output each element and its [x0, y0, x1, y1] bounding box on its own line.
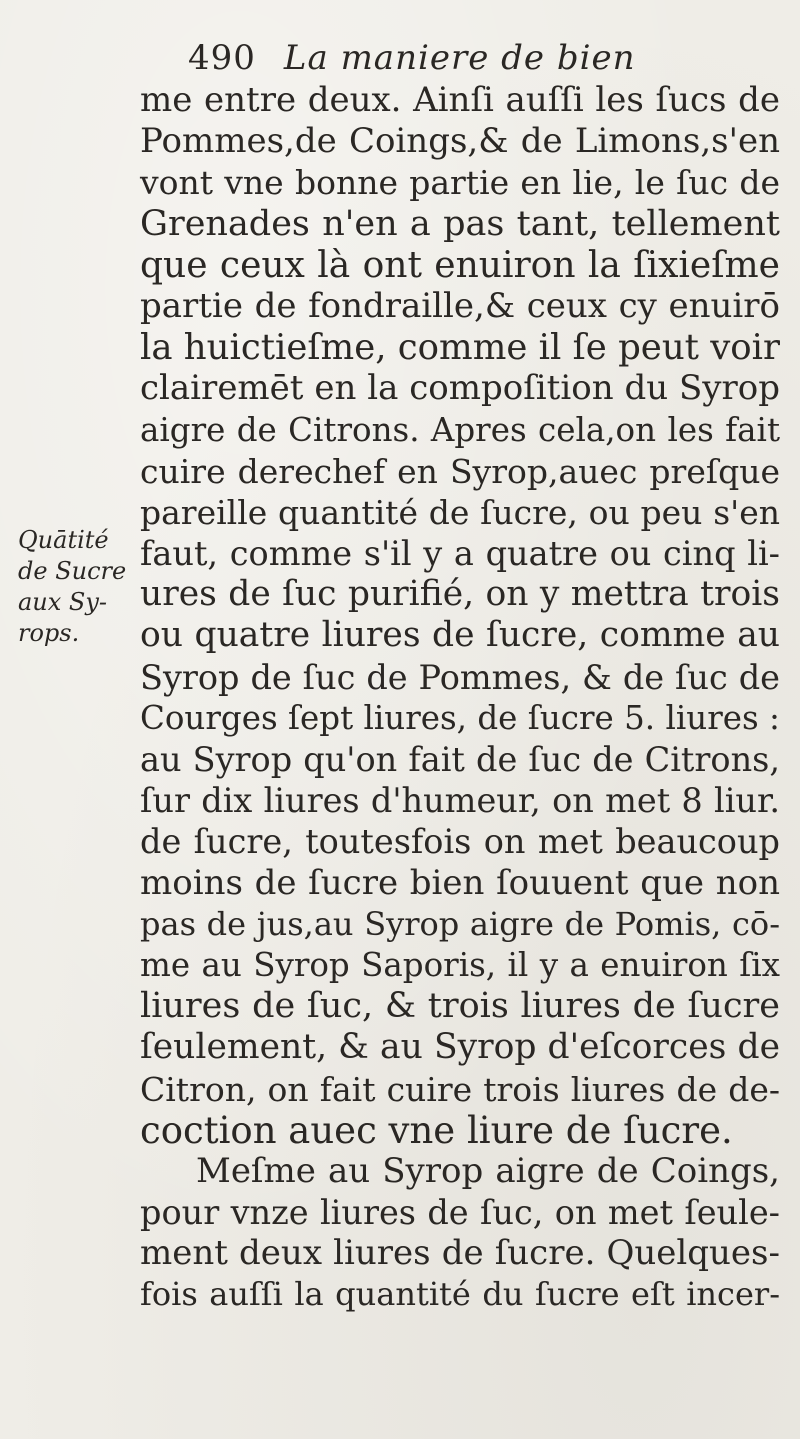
margin-note-line: de Sucre: [18, 557, 127, 585]
text-line: coction auec vne liure de ſucre.: [140, 1108, 733, 1152]
running-head: La maniere de bien: [283, 38, 636, 78]
text-line: aigre de Citrons. Apres cela,on les fait: [140, 410, 780, 449]
text-line: au Syrop qu'on fait de ſuc de Citrons,: [140, 740, 780, 779]
text-line: Pommes,de Coings,& de Limons,s'en: [140, 121, 780, 162]
text-line: fois auſſi la quantité du ſucre eſt incer-: [140, 1275, 780, 1314]
text-line: faut, comme s'il y a quatre ou cinq li-: [140, 534, 780, 574]
text-line: de ſucre, toutesfois on met beaucoup: [140, 822, 780, 862]
text-line: clairemēt en la compoſition du Syrop: [140, 368, 780, 409]
text-line: pas de jus,au Syrop aigre de Pomis, cō-: [140, 904, 780, 943]
text-line: me au Syrop Saporis, il y a enuiron ſix: [140, 945, 780, 984]
text-line: ou quatre liures de ſucre, comme au: [140, 615, 780, 656]
body-text: [140, 80, 780, 1316]
text-line: moins de ſucre bien ſouuent que non: [140, 862, 780, 903]
text-line: partie de fondraille,& ceux cy enuirō: [140, 285, 780, 326]
text-line: ſur dix liures d'humeur, on met 8 liur.: [140, 781, 780, 821]
text-line: Citron, on fait cuire trois liures de de-: [140, 1069, 780, 1109]
text-line: Meſme au Syrop aigre de Coings,: [196, 1150, 780, 1191]
text-line: la huictieſme, comme il ſe peut voir: [140, 327, 780, 369]
text-line: ment deux liures de ſucre. Quelques-: [140, 1233, 780, 1274]
text-line: ures de ſuc purifié, on y mettra trois: [140, 574, 780, 615]
margin-note: [18, 525, 128, 649]
margin-note-line: rops.: [18, 619, 80, 647]
text-line: Syrop de ſuc de Pommes, & de ſuc de: [140, 657, 780, 697]
text-line: pour vnze liures de ſuc, on met ſeule-: [140, 1193, 780, 1233]
text-line: cuire derechef en Syrop,auec preſque: [140, 451, 780, 491]
text-line: vont vne bonne partie en lie, le ſuc de: [140, 163, 780, 203]
text-line: liures de ſuc, & trois liures de ſucre: [140, 986, 780, 1027]
text-line: me entre deux. Ainſi auſſi les ſucs de: [140, 80, 780, 120]
text-line: ſeulement, & au Syrop d'eſcorces de: [140, 1027, 780, 1068]
page-number: 490: [188, 38, 256, 78]
text-line: Grenades n'en a pas tant, tellement: [140, 203, 780, 244]
margin-note-line: Quātité: [18, 526, 109, 554]
text-line: pareille quantité de ſucre, ou peu s'en: [140, 492, 780, 532]
text-line: Courges ſept liures, de ſucre 5. liures :: [140, 698, 780, 737]
margin-note-line: aux Sy-: [18, 588, 108, 616]
text-line: que ceux là ont enuiron la ſixieſme: [140, 244, 780, 286]
